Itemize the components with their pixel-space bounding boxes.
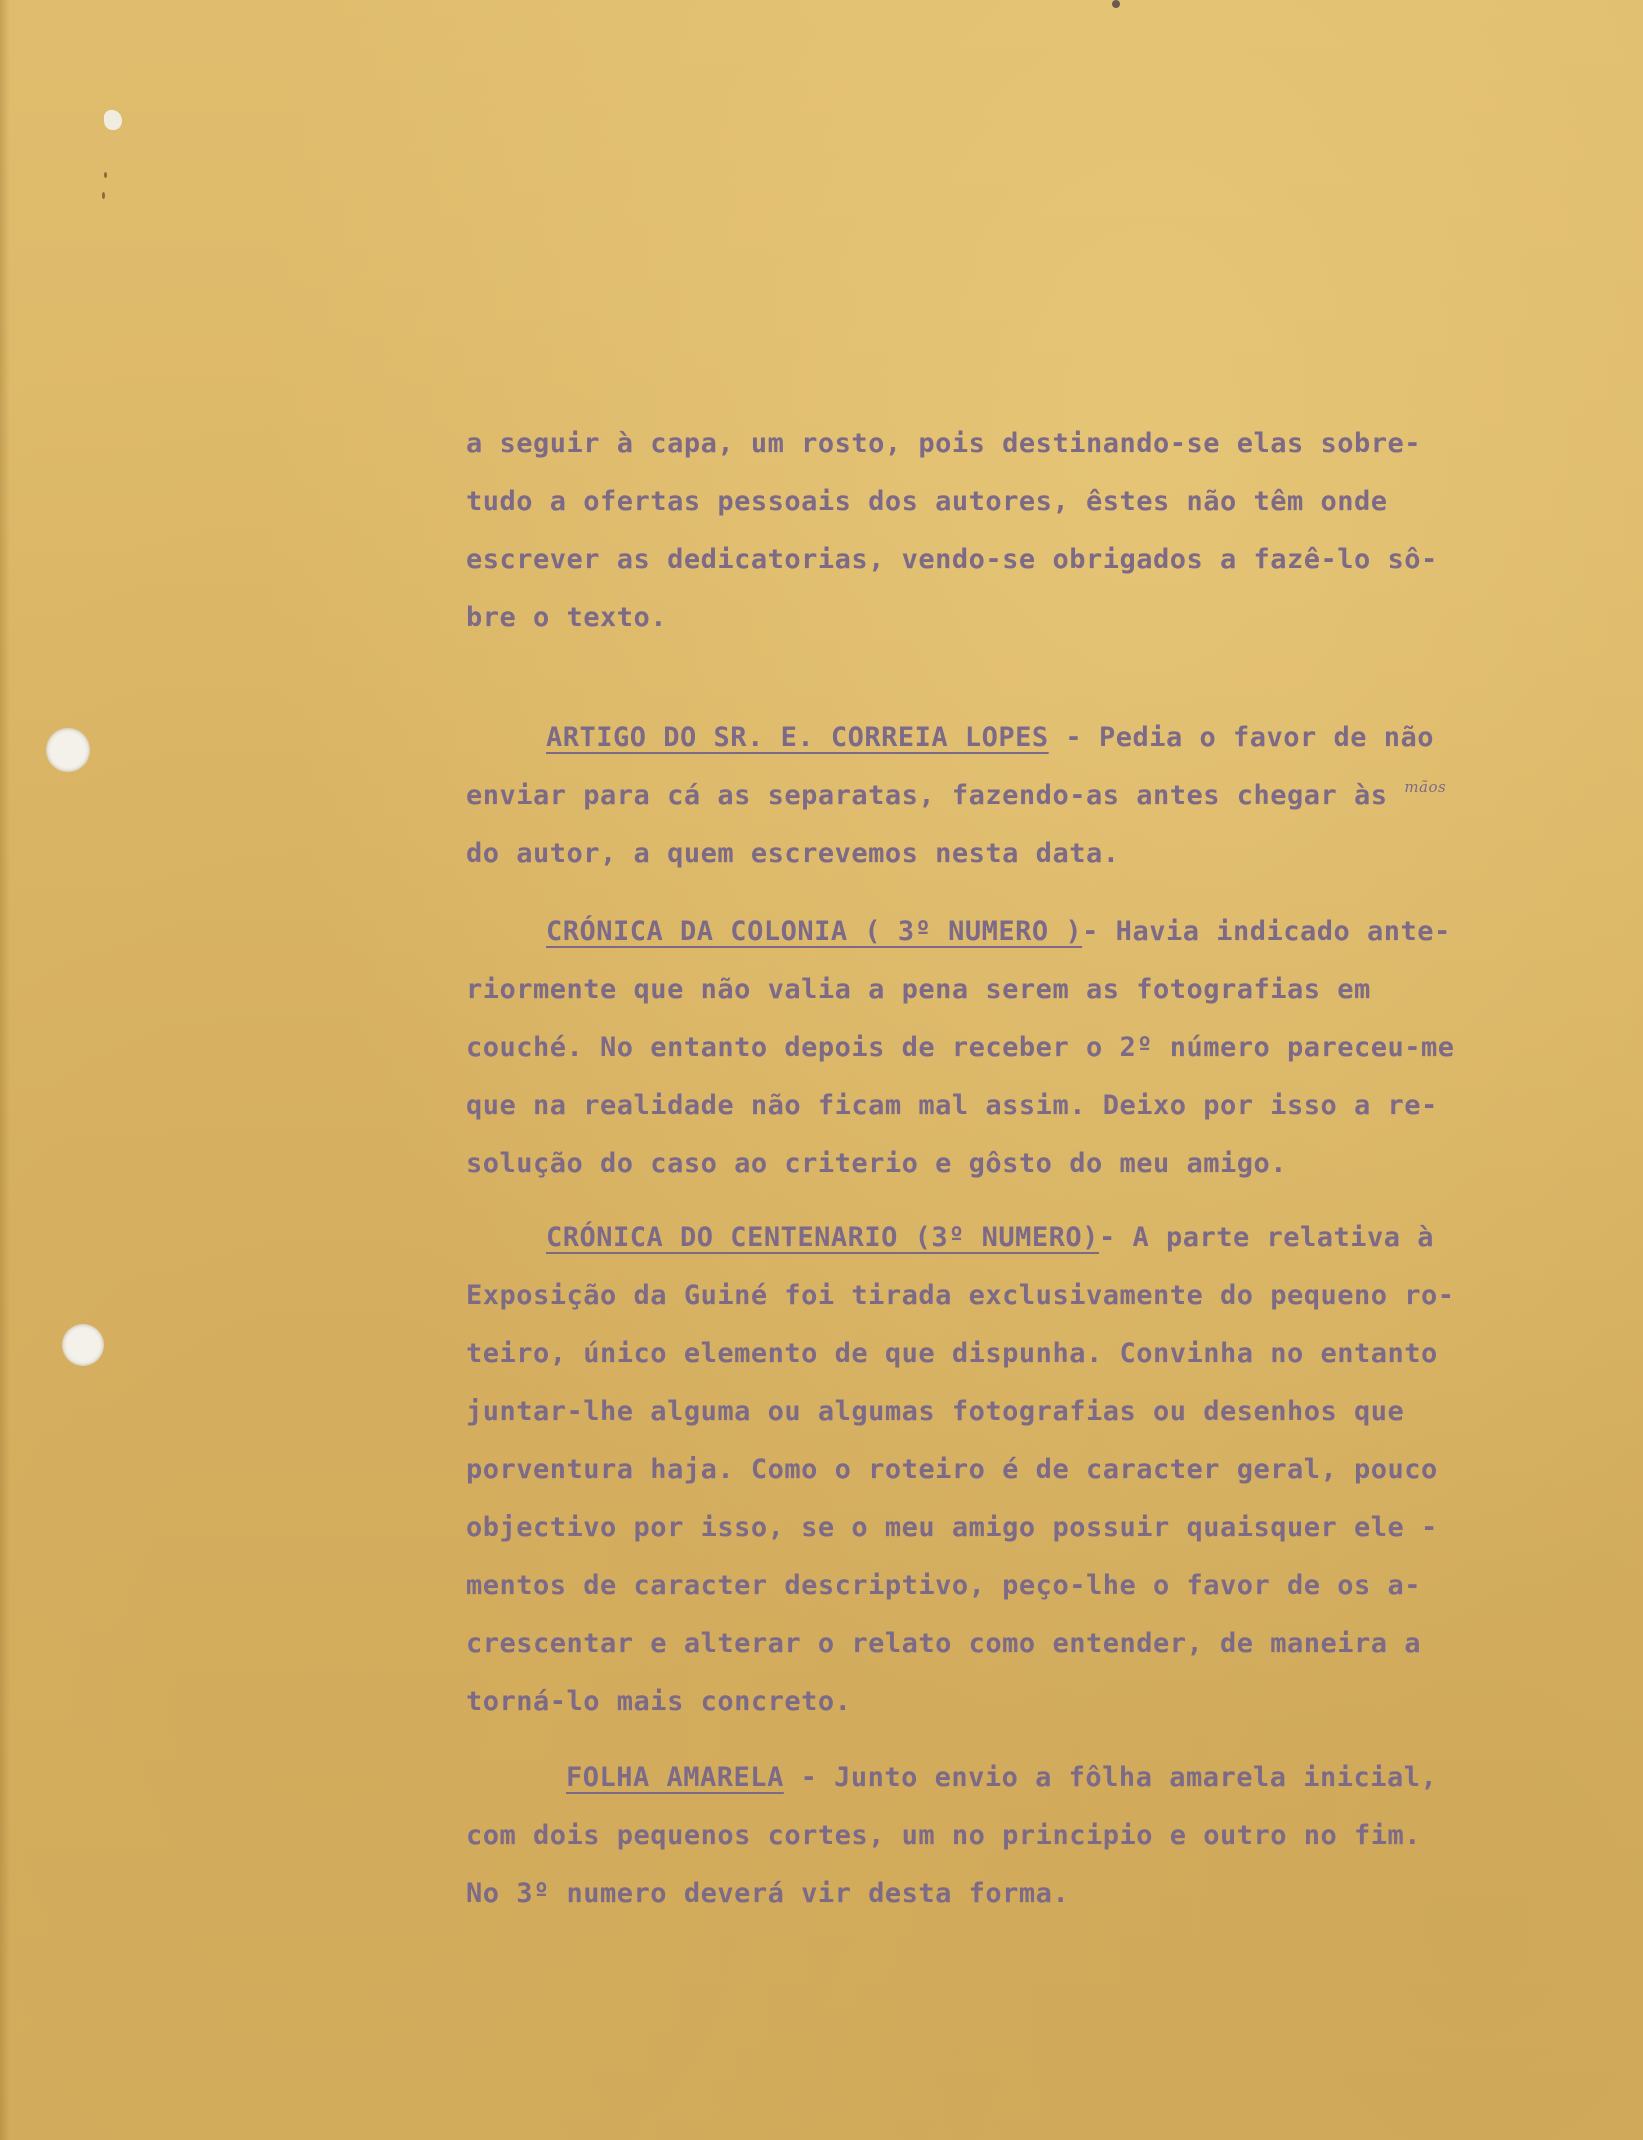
paper-tear-mark [104,110,122,130]
paper-speck [104,172,107,178]
text-line: do autor, a quem escrevemos nesta data. [466,838,1120,869]
section-centenario-line [546,1222,1434,1253]
section-colonia-line [546,916,1451,947]
text-fragment: - Junto envio a fôlha amarela inicial, [783,1762,1438,1793]
text-line: teiro, único elemento de que dispunha. Convinha no entanto [466,1338,1438,1369]
text-line: bre o texto. [466,602,668,633]
section-artigo-line [546,722,1434,753]
section-heading-folha-amarela: FOLHA AMARELA [566,1762,784,1793]
punch-hole-top [46,728,90,772]
text-line: porventura haja. Como o roteiro é de caracter geral, pouco [466,1454,1438,1485]
text-line: riormente que não valia a pena serem as fotografias em [466,974,1371,1005]
paper-speck [1112,0,1120,8]
text-line: No 3º numero deverá vir desta forma. [466,1878,1070,1909]
text-line: couché. No entanto depois de receber o 2º número pareceu-me [466,1032,1455,1063]
text-line: torná-lo mais concreto. [466,1686,852,1717]
text-line: objectivo por isso, se o meu amigo possuir quaisquer ele - [466,1512,1438,1543]
text-fragment: - Pedia o favor de não [1048,722,1435,753]
text-line: com dois pequenos cortes, um no principio e outro no fim. [466,1820,1422,1851]
punch-hole-bottom [62,1324,104,1366]
text-line: Exposição da Guiné foi tirada exclusivamente do pequeno ro- [466,1280,1455,1311]
text-line: a seguir à capa, um rosto, pois destinando-se elas sobre- [466,428,1422,459]
handwritten-margin-note: mãos [1404,778,1447,796]
paper-speck [102,192,105,199]
section-heading-artigo: ARTIGO DO SR. E. CORREIA LOPES [546,722,1049,753]
text-fragment: enviar para cá as separatas, fazendo-as antes chegar às [466,780,1405,811]
text-line [466,780,1446,811]
page-edge-shadow [0,0,10,2140]
text-line: que na realidade não ficam mal assim. Deixo por isso a re- [466,1090,1438,1121]
text-line: tudo a ofertas pessoais dos autores, êstes não têm onde [466,486,1388,517]
text-line: mentos de caracter descriptivo, peço-lhe o favor de os a- [466,1570,1422,1601]
text-line: escrever as dedicatorias, vendo-se obrigados a fazê-lo sô- [466,544,1438,575]
text-line: juntar-lhe alguma ou algumas fotografias ou desenhos que [466,1396,1405,1427]
text-fragment: - Havia indicado ante- [1082,916,1451,947]
text-fragment: - A parte relativa à [1098,1222,1435,1253]
section-heading-colonia: CRÓNICA DA COLONIA ( 3º NUMERO ) [546,916,1083,947]
text-line: solução do caso ao criterio e gôsto do meu amigo. [466,1148,1288,1179]
text-line: crescentar e alterar o relato como entender, de maneira a [466,1628,1422,1659]
section-folha-line [566,1762,1437,1793]
section-heading-centenario: CRÓNICA DO CENTENARIO (3º NUMERO) [546,1222,1099,1253]
